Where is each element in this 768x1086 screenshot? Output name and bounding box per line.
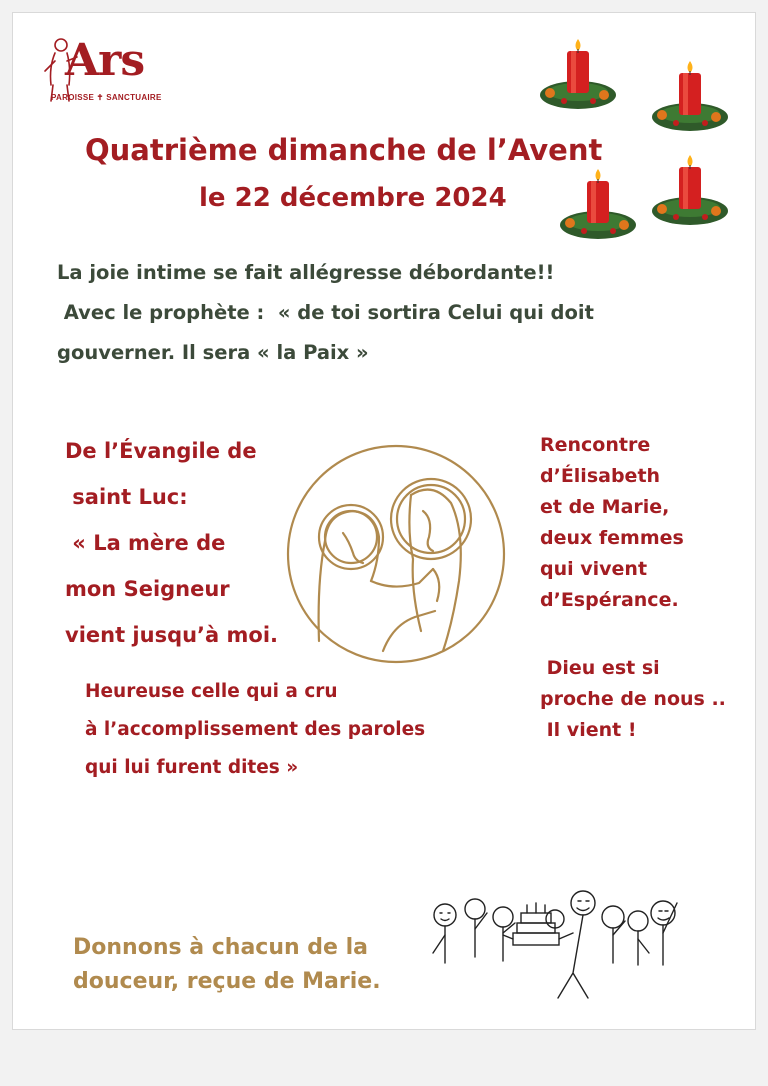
visitation-line: d’Espérance.: [540, 589, 679, 611]
coming-line: Il vient !: [540, 719, 637, 741]
gospel-line: De l’Évangile de: [65, 439, 257, 463]
page-title: Quatrième dimanche de l’Avent: [85, 133, 603, 167]
intro-line: gouverner. Il sera « la Paix »: [57, 341, 369, 364]
beatitude-line: Heureuse celle qui a cru: [85, 681, 338, 702]
beatitude-text: [85, 673, 425, 787]
intro-line: La joie intime se fait allégresse débordante!!: [57, 261, 555, 284]
gospel-line: mon Seigneur: [65, 577, 230, 601]
visitation-medallion-icon: [283, 441, 509, 667]
gospel-line: « La mère de: [65, 531, 226, 555]
visitation-line: et de Marie,: [540, 496, 670, 518]
logo-wordmark: Ars: [65, 35, 145, 86]
gospel-line: saint Luc:: [65, 485, 188, 509]
closing-line: Donnons à chacun de la: [73, 935, 369, 960]
coming-line: proche de nous ..: [540, 688, 726, 710]
closing-text: [73, 931, 381, 999]
closing-line: douceur, reçue de Marie.: [73, 969, 381, 994]
intro-line: Avec le prophète : « de toi sortira Celui qui doit: [57, 301, 594, 324]
gospel-line: vient jusqu’à moi.: [65, 623, 279, 647]
coming-line: Dieu est si: [540, 657, 660, 679]
poster-page: [12, 12, 756, 1030]
visitation-line: deux femmes: [540, 527, 684, 549]
visitation-line: Rencontre: [540, 434, 651, 456]
coming-text: [540, 653, 726, 746]
logo-subtitle: PAROISSE ✝ SANCTUAIRE: [51, 93, 162, 102]
visitation-text: [540, 430, 684, 616]
intro-text: [57, 253, 594, 373]
visitation-line: d’Élisabeth: [540, 465, 661, 487]
celebration-crowd-icon: [423, 873, 688, 1003]
beatitude-line: à l’accomplissement des paroles: [85, 719, 426, 740]
page-date: le 22 décembre 2024: [199, 183, 507, 213]
gospel-quote: [65, 428, 278, 658]
beatitude-line: qui lui furent dites »: [85, 757, 299, 778]
visitation-line: qui vivent: [540, 558, 648, 580]
